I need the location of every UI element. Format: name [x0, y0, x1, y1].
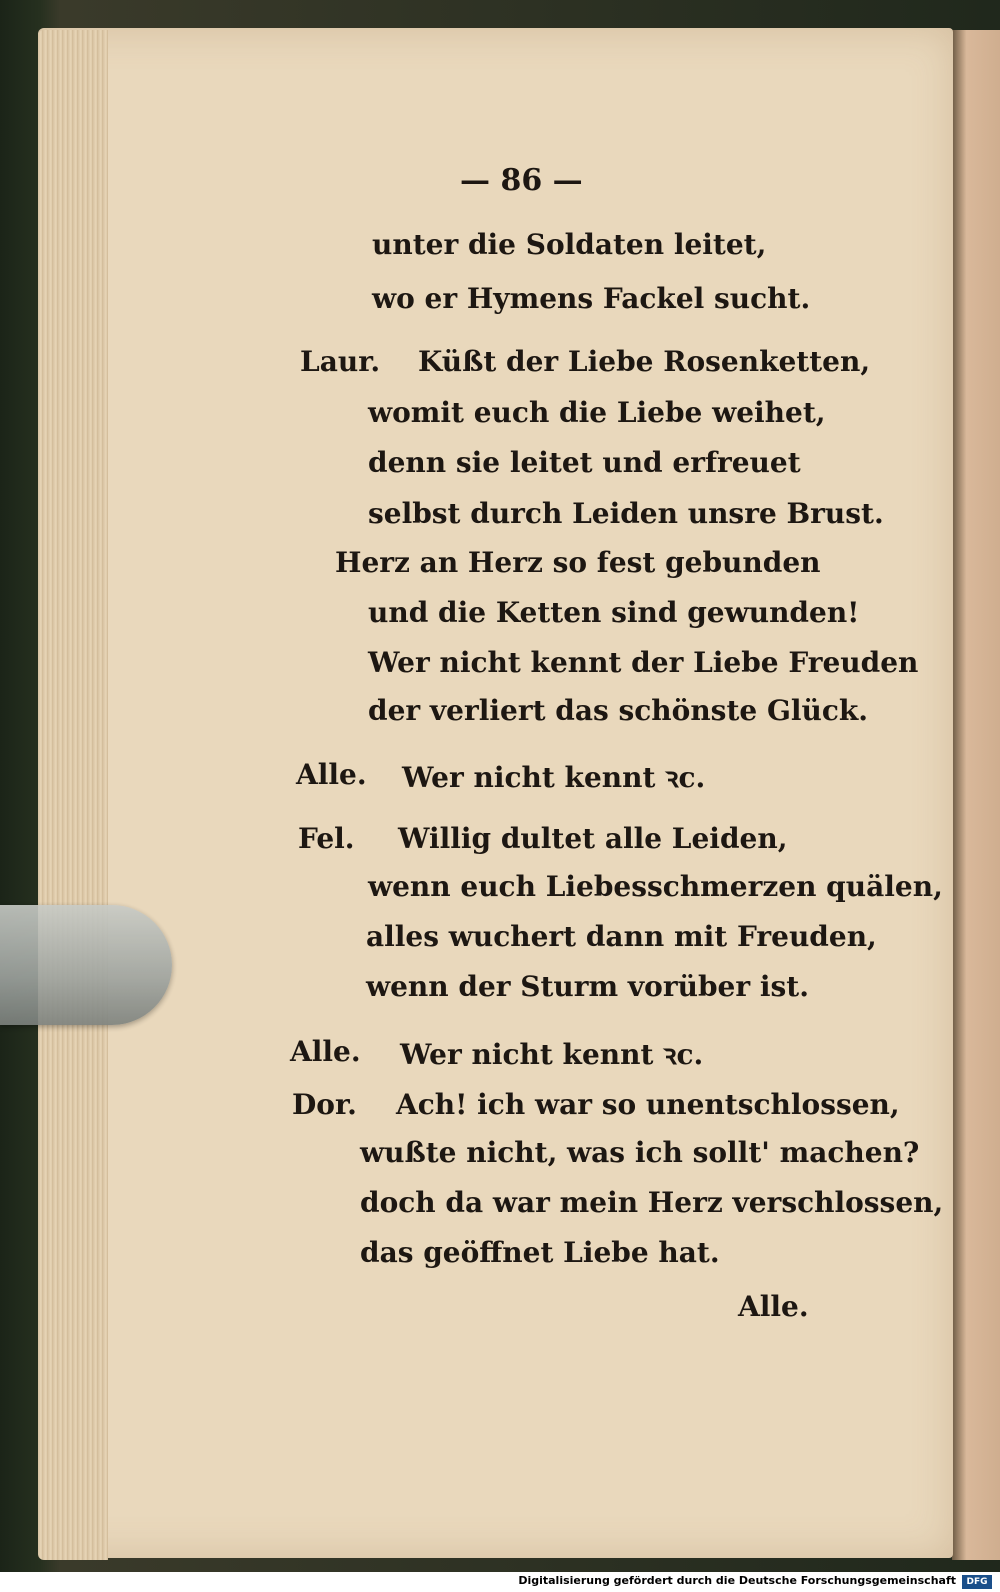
speaker-label: Fel.	[298, 822, 355, 855]
speaker-label: Alle.	[296, 758, 367, 791]
verse-line: unter die Soldaten leitet,	[372, 228, 767, 261]
verse-line: der verliert das schönste Glück.	[368, 694, 869, 727]
footer-credit: Digitalisierung gefördert durch die Deutsche Forschungsgemeinschaft	[518, 1574, 956, 1587]
dfg-logo-icon: DFG	[962, 1575, 992, 1589]
verse-line: und die Ketten sind gewunden!	[368, 596, 860, 629]
verse-line: wo er Hymens Fackel sucht.	[372, 282, 811, 315]
verse-line: Willig dultet alle Leiden,	[398, 822, 788, 855]
verse-line: alles wuchert dann mit Freuden,	[366, 920, 877, 953]
verse-line: Herz an Herz so fest gebunden	[335, 546, 821, 579]
page-stack-edge	[38, 30, 108, 1560]
verse-line: denn sie leitet und erfreuet	[368, 446, 801, 479]
verse-line: wenn euch Liebesschmerzen quälen,	[368, 870, 943, 903]
page-number: — 86 —	[460, 163, 583, 198]
speaker-label: Dor.	[292, 1088, 357, 1121]
verse-line: selbst durch Leiden unsre Brust.	[368, 497, 884, 530]
verse-line: Küßt der Liebe Rosenketten,	[418, 345, 871, 378]
speaker-label: Alle.	[290, 1035, 361, 1068]
page-clip	[0, 905, 172, 1025]
verse-line: wenn der Sturm vorüber ist.	[366, 970, 809, 1003]
verse-line: Ach! ich war so unentschlossen,	[396, 1088, 900, 1121]
verse-line: womit euch die Liebe weihet,	[368, 396, 826, 429]
verse-line: das geöffnet Liebe hat.	[360, 1236, 720, 1269]
next-page-edge	[952, 30, 1000, 1560]
speaker-label: Laur.	[300, 345, 381, 378]
verse-line: wußte nicht, was ich sollt' machen?	[360, 1136, 920, 1169]
verse-line: Wer nicht kennt ꝛc.	[402, 761, 706, 794]
verse-line: Wer nicht kennt ꝛc.	[400, 1038, 704, 1071]
verse-line: doch da war mein Herz verschlossen,	[360, 1186, 944, 1219]
catchword: Alle.	[738, 1290, 809, 1323]
verse-line: Wer nicht kennt der Liebe Freuden	[368, 646, 919, 679]
